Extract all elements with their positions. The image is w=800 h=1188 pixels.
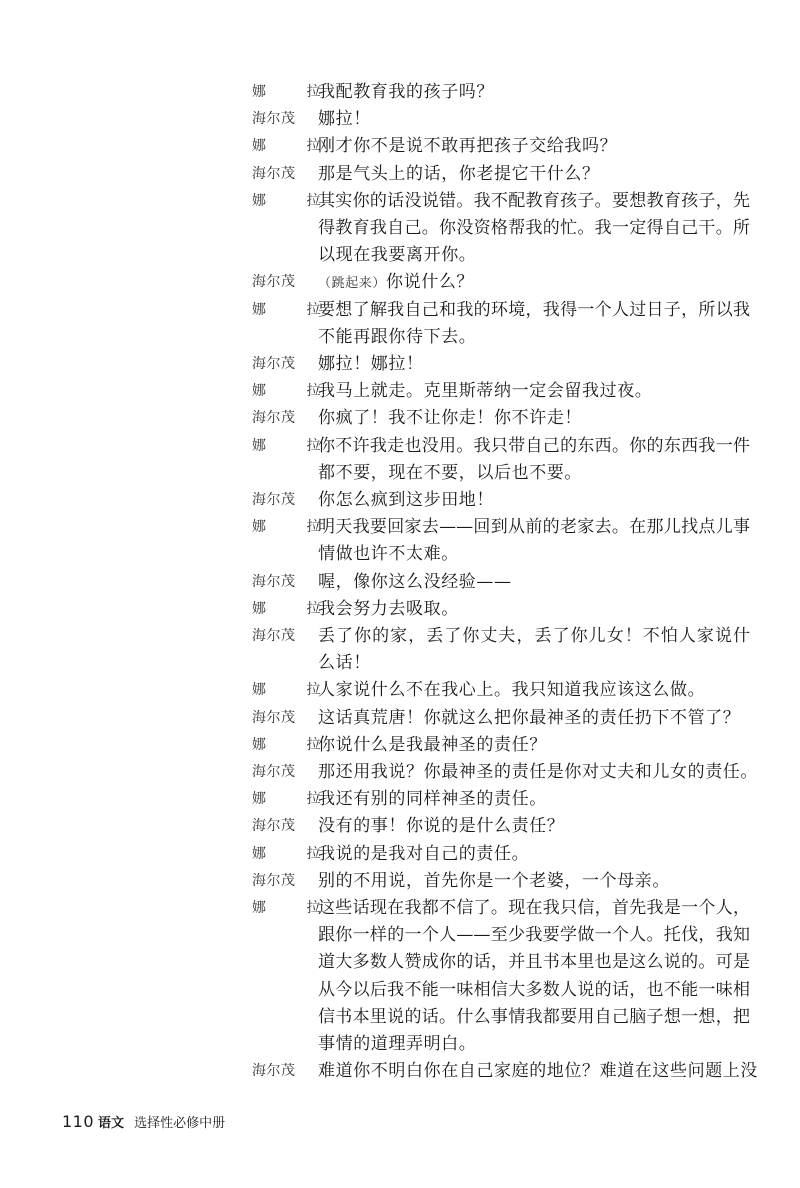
speech-text: 我说的是我对自己的责任。 bbox=[318, 843, 530, 864]
dialogue-line bbox=[0, 79, 800, 105]
speaker-name: 海尔茂 bbox=[252, 628, 296, 644]
speaker-name: 娜 拉 bbox=[252, 519, 339, 536]
speech-text: 都不要，现在不要，以后也不要。 bbox=[318, 462, 582, 483]
speaker-name: 海尔茂 bbox=[252, 818, 296, 835]
dialogue-line bbox=[0, 786, 800, 812]
dialogue-line bbox=[0, 1031, 800, 1057]
speech-text bbox=[318, 269, 750, 297]
speaker-name: 海尔茂 bbox=[252, 165, 296, 182]
speech-text: 你疯了！我不让你走！你不许走！ bbox=[318, 408, 582, 429]
page-footer bbox=[62, 1112, 225, 1134]
dialogue-line bbox=[0, 841, 800, 867]
speech-text: 这话真荒唐！你就这么把你最神圣的责任扔下不管了？ bbox=[318, 707, 741, 728]
speech-text: 丢了你的家，丢了你丈夫，丢了你儿女！不怕人家说什 bbox=[318, 626, 750, 646]
speech-text: 刚才你不是说不敢再把孩子交给我吗？ bbox=[318, 136, 618, 157]
book-title: 选择性必修中册 bbox=[134, 1116, 226, 1131]
speech-text: 喔，像你这么没经验—— bbox=[318, 571, 512, 592]
dialogue-line bbox=[0, 705, 800, 731]
dialogue-line bbox=[0, 541, 800, 567]
speech-text: 那还用我说？你最神圣的责任是你对丈夫和儿女的责任。 bbox=[318, 762, 758, 782]
speech-text: 以现在我要离开你。 bbox=[318, 245, 477, 266]
dialogue-line bbox=[0, 623, 800, 649]
dialogue-line bbox=[0, 405, 800, 431]
speech-text: 从今以后我不能一味相信大多数人说的话，也不能一味相 bbox=[318, 979, 750, 1000]
subject-label: 语文 bbox=[98, 1116, 125, 1131]
dialogue-line bbox=[0, 351, 800, 377]
speech-text: 你怎么疯到这步田地！ bbox=[318, 490, 494, 510]
speech-text: 信书本里说的话。什么事情我都要用自己脑子想一想，把 bbox=[318, 1006, 750, 1027]
dialogue-line bbox=[0, 895, 800, 921]
dialogue-line bbox=[0, 650, 800, 676]
speech-text: 别的不用说，首先你是一个老婆，一个母亲。 bbox=[318, 870, 670, 891]
speaker-name: 娜 拉 bbox=[252, 301, 339, 318]
speech-text: 娜拉！ bbox=[318, 109, 371, 130]
speech-text: 跟你一样的一个人——至少我要学做一个人。托伐，我知 bbox=[318, 925, 750, 946]
speaker-name: 海尔茂 bbox=[252, 709, 296, 726]
speaker-name: 海尔茂 bbox=[252, 764, 296, 780]
speaker-name: 娜 拉 bbox=[252, 736, 339, 753]
speaker-name: 海尔茂 bbox=[252, 410, 296, 427]
dialogue-line bbox=[0, 677, 800, 703]
dialogue-line bbox=[0, 215, 800, 241]
speaker-name: 娜 拉 bbox=[252, 791, 339, 808]
dialogue-line bbox=[0, 242, 800, 268]
speech-text: 娜拉！娜拉！ bbox=[318, 354, 424, 374]
speech-text: 道大多数人赞成你的话，并且书本里也是这么说的。可是 bbox=[318, 952, 750, 973]
speech-text: 你不许我走也没用。我只带自己的东西。你的东西我一件 bbox=[318, 435, 750, 456]
dialogue-line bbox=[0, 1004, 800, 1030]
speech-text: 人家说什么不在我心上。我只知道我应该这么做。 bbox=[318, 680, 706, 701]
speaker-name: 海尔茂 bbox=[252, 111, 296, 128]
speaker-name: 海尔茂 bbox=[252, 573, 296, 590]
dialogue-line bbox=[0, 813, 800, 839]
speech-text: 没有的事！你说的是什么责任？ bbox=[318, 816, 565, 837]
speech-fragment: 你说什么？ bbox=[386, 272, 475, 293]
speech-text: 我会努力去吸取。 bbox=[318, 598, 459, 619]
stage-direction: （跳起来） bbox=[318, 276, 387, 292]
speech-text: 难道你不明白你在自己家庭的地位？难道在这些问题上没 bbox=[318, 1061, 758, 1082]
dialogue-line bbox=[0, 324, 800, 350]
speech-text: 我马上就走。克里斯蒂纳一定会留我过夜。 bbox=[318, 381, 653, 402]
dialogue-line bbox=[0, 106, 800, 132]
speaker-name: 娜 拉 bbox=[252, 383, 339, 400]
speaker-name: 海尔茂 bbox=[252, 492, 296, 508]
speech-text: 那是气头上的话，你老提它干什么？ bbox=[318, 163, 600, 184]
speech-text: 我还有别的同样神圣的责任。 bbox=[318, 789, 547, 810]
speech-text: 情做也许不太难。 bbox=[318, 544, 459, 565]
speaker-name: 海尔茂 bbox=[252, 1063, 296, 1080]
dialogue-line bbox=[0, 977, 800, 1003]
speaker-name: 娜 拉 bbox=[252, 900, 339, 916]
dialogue-line bbox=[0, 133, 800, 159]
page-number: 110 bbox=[62, 1112, 95, 1131]
speech-text: 不能再跟你待下去。 bbox=[318, 326, 477, 347]
dialogue-line bbox=[0, 922, 800, 948]
speech-text: 你说什么是我最神圣的责任？ bbox=[318, 734, 547, 755]
speech-text: 我配教育我的孩子吗？ bbox=[318, 82, 494, 102]
speaker-name: 娜 拉 bbox=[252, 138, 339, 155]
dialogue-line bbox=[0, 269, 800, 295]
speaker-name: 娜 拉 bbox=[252, 845, 339, 862]
speech-text: 事情的道理弄明白。 bbox=[318, 1034, 477, 1054]
dialogue-line bbox=[0, 514, 800, 540]
speaker-name: 娜 拉 bbox=[252, 192, 339, 209]
dialogue-line bbox=[0, 487, 800, 513]
speech-text: 明天我要回家去——回到从前的老家去。在那儿找点儿事 bbox=[318, 517, 750, 538]
dialogue-line bbox=[0, 732, 800, 758]
speaker-name: 娜 拉 bbox=[252, 84, 339, 100]
dialogue-line bbox=[0, 569, 800, 595]
speaker-name: 海尔茂 bbox=[252, 356, 296, 372]
dialogue-line bbox=[0, 433, 800, 459]
speaker-name: 娜 拉 bbox=[252, 437, 339, 454]
dialogue-line bbox=[0, 949, 800, 975]
dialogue-line bbox=[0, 188, 800, 214]
dialogue-line bbox=[0, 596, 800, 622]
dialogue-line bbox=[0, 460, 800, 486]
speech-text: 么话！ bbox=[318, 653, 371, 674]
speaker-name: 娜 拉 bbox=[252, 682, 339, 699]
speaker-name: 海尔茂 bbox=[252, 872, 296, 889]
dialogue-line bbox=[0, 868, 800, 894]
dialogue-line bbox=[0, 1058, 800, 1084]
speech-text: 要想了解我自己和我的环境，我得一个人过日子，所以我 bbox=[318, 299, 750, 320]
dialogue-line bbox=[0, 378, 800, 404]
speech-text: 其实你的话没说错。我不配教育孩子。要想教育孩子，先 bbox=[318, 190, 750, 211]
dialogue-line bbox=[0, 297, 800, 323]
dialogue-line bbox=[0, 161, 800, 187]
speech-text: 得教育我自己。你没资格帮我的忙。我一定得自己干。所 bbox=[318, 218, 750, 238]
dialogue-line bbox=[0, 759, 800, 785]
speech-text: 这些话现在我都不信了。现在我只信，首先我是一个人， bbox=[318, 898, 750, 918]
speaker-name: 海尔茂 bbox=[252, 274, 296, 291]
speaker-name: 娜 拉 bbox=[252, 600, 339, 617]
